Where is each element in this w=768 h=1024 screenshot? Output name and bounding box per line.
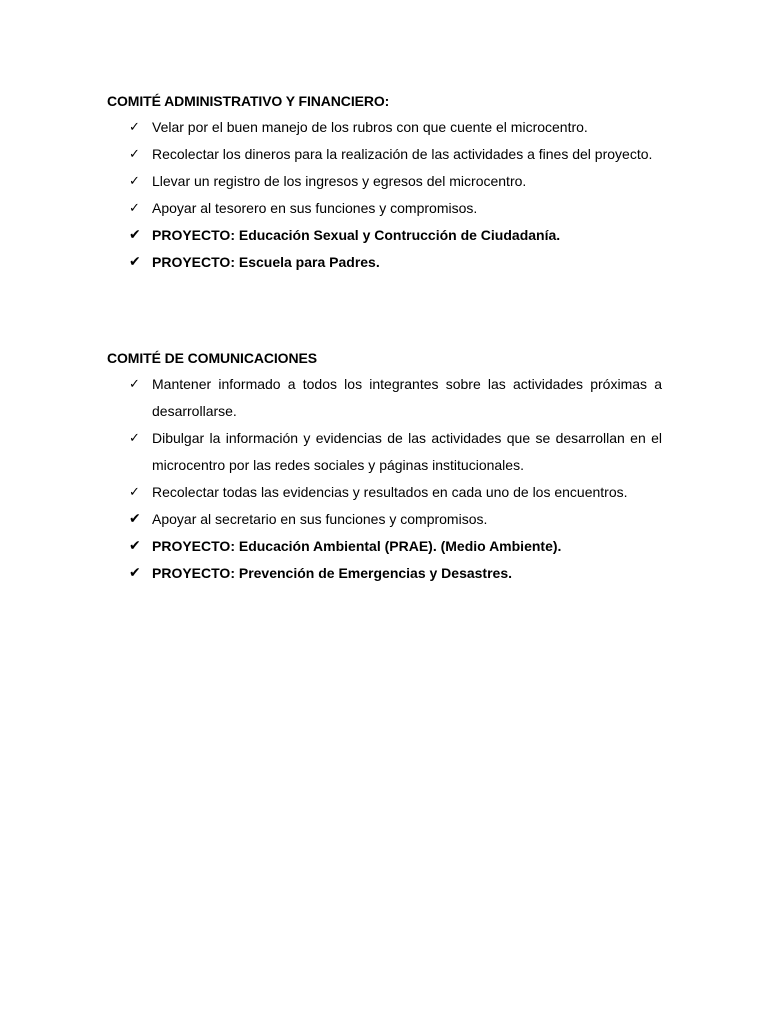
list-item-text: PROYECTO: Educación Ambiental (PRAE). (Medio Ambiente).	[152, 538, 562, 554]
list-item	[107, 195, 662, 222]
check-mark-icon: ✔	[129, 565, 141, 581]
list-item-project	[107, 249, 662, 276]
list-item-text: Recolectar todas las evidencias y resultados en cada uno de los encuentros.	[152, 484, 628, 500]
check-mark-icon: ✓	[129, 485, 140, 500]
section-heading: COMITÉ ADMINISTRATIVO Y FINANCIERO:	[107, 93, 390, 109]
list-item	[107, 506, 662, 533]
checklist	[107, 371, 662, 587]
check-mark-icon: ✔	[129, 511, 141, 527]
section-comite-administrativo	[107, 91, 662, 276]
check-mark-icon: ✔	[129, 254, 141, 270]
check-mark-icon: ✓	[129, 431, 140, 446]
list-item	[107, 141, 662, 168]
list-item	[107, 425, 662, 479]
list-item-project	[107, 533, 662, 560]
check-mark-icon: ✔	[129, 227, 141, 243]
list-item-text: Apoyar al tesorero en sus funciones y compromisos.	[152, 200, 478, 216]
check-mark-icon: ✓	[129, 147, 140, 162]
list-item	[107, 168, 662, 195]
list-item-text: Recolectar los dineros para la realización de las actividades a fines del proyecto.	[152, 146, 653, 162]
list-item-text: PROYECTO: Prevención de Emergencias y Desastres.	[152, 565, 513, 581]
checklist	[107, 114, 662, 276]
list-item-text: Mantener informado a todos los integrantes sobre las actividades próximas a desarrollarse.	[152, 376, 662, 419]
list-item	[107, 479, 662, 506]
check-mark-icon: ✓	[129, 201, 140, 216]
list-item-text: Velar por el buen manejo de los rubros con que cuente el microcentro.	[152, 119, 588, 135]
check-mark-icon: ✓	[129, 377, 140, 392]
list-item-project	[107, 560, 662, 587]
section-comite-comunicaciones	[107, 348, 662, 587]
list-item-text: Apoyar al secretario en sus funciones y compromisos.	[152, 511, 488, 527]
check-mark-icon: ✔	[129, 538, 141, 554]
list-item	[107, 114, 662, 141]
list-item-text: PROYECTO: Escuela para Padres.	[152, 254, 380, 270]
list-item-text: PROYECTO: Educación Sexual y Contrucción de Ciudadanía.	[152, 227, 561, 243]
check-mark-icon: ✓	[129, 174, 140, 189]
list-item	[107, 371, 662, 425]
section-heading: COMITÉ DE COMUNICACIONES	[107, 350, 317, 366]
list-item-text: Dibulgar la información y evidencias de las actividades que se desarrollan en el microcentro por las redes sociales y páginas institucionales.	[152, 430, 662, 473]
check-mark-icon: ✓	[129, 120, 140, 135]
list-item-text: Llevar un registro de los ingresos y egresos del microcentro.	[152, 173, 527, 189]
list-item-project	[107, 222, 662, 249]
